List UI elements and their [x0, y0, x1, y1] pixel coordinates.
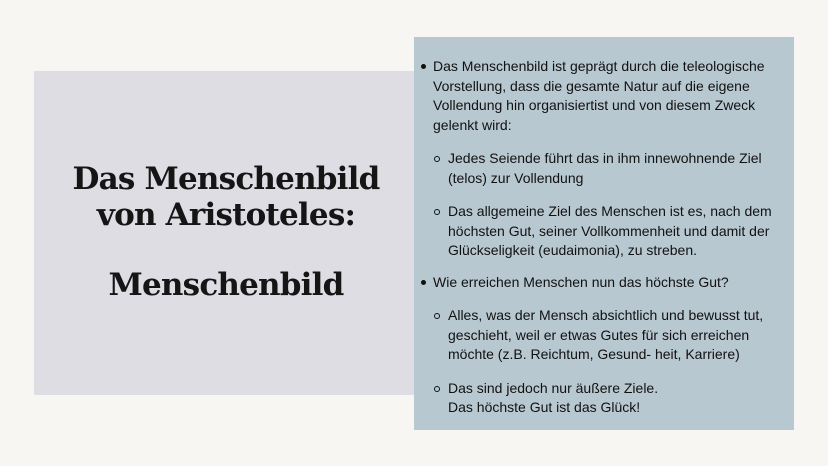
sub-bullet-text: Das allgemeine Ziel des Menschen ist es, nach dem höchsten Gut, seiner Vollkommenheit und damit der Glückseligkeit (eudaimonia), zu streben.	[448, 203, 772, 258]
bullet-list	[414, 57, 794, 418]
title-line-3: Menschenbild	[108, 267, 344, 303]
bullet-text: Das Menschenbild ist geprägt durch die teleologische Vorstellung, dass die gesamte Natur auf die eigene Vollendung hin organisiertist und von diesem Zweck gelenkt wird:	[433, 58, 765, 133]
sub-bullet-ring-icon	[434, 313, 440, 319]
slide-title	[34, 161, 418, 303]
content-panel	[414, 37, 794, 430]
bullet-dot-icon	[421, 64, 426, 69]
bullet-item	[414, 273, 794, 418]
bullet-dot-icon	[421, 280, 426, 285]
sub-bullet-ring-icon	[434, 156, 440, 162]
sub-bullet-item	[433, 202, 778, 261]
sub-bullet-text: Jedes Seiende führt das in ihm innewohnende Ziel (telos) zur Vollendung	[448, 150, 762, 186]
sub-bullet-item	[433, 149, 778, 188]
title-line-1: Das Menschenbild	[72, 161, 380, 197]
bullet-item	[414, 57, 794, 261]
sub-bullet-text: Alles, was der Mensch absichtlich und bewusst tut, geschieht, weil er etwas Gutes für sich erreichen möchte (z.B. Reichtum, Gesund- heit, Karriere)	[448, 307, 764, 362]
sub-bullet-item	[433, 306, 778, 365]
sub-bullet-ring-icon	[434, 386, 440, 392]
sub-bullet-text: Das sind jedoch nur äußere Ziele. Das höchste Gut ist das Glück!	[448, 379, 659, 415]
title-line-2: von Aristoteles:	[96, 197, 356, 233]
sub-bullet-ring-icon	[434, 209, 440, 215]
sub-bullet-item	[433, 379, 778, 418]
sub-bullet-list	[433, 306, 794, 418]
title-panel	[34, 71, 418, 395]
bullet-text: Wie erreichen Menschen nun das höchste Gut?	[433, 273, 729, 290]
sub-bullet-list	[433, 149, 794, 261]
title-gap	[34, 233, 418, 267]
